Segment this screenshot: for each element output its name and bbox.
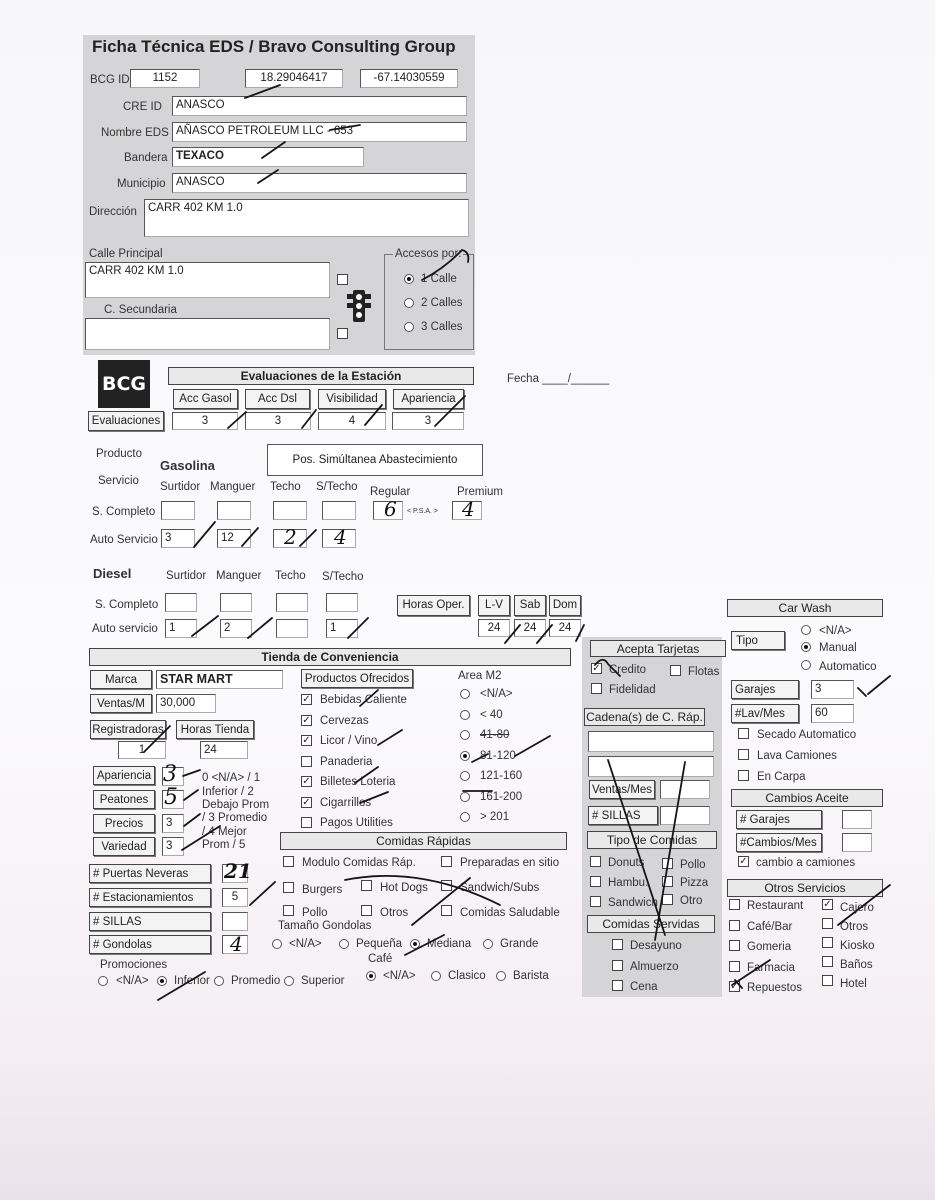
flotas-label: Flotas xyxy=(688,666,720,678)
otros-right-checkbox-3[interactable] xyxy=(822,956,833,967)
producto-label-6: Pagos Utilities xyxy=(320,817,393,829)
accesos-option-3: 3 Calles xyxy=(421,321,463,333)
producto-checkbox-5[interactable]: ✓ xyxy=(302,796,311,808)
servida-checkbox-1[interactable] xyxy=(612,960,623,971)
horas-tienda-field[interactable]: 24 xyxy=(200,741,248,759)
otros-left-checkbox-0[interactable] xyxy=(729,899,740,910)
otros-right-checkbox-4[interactable] xyxy=(822,975,833,986)
fecha-label: Fecha ____/______ xyxy=(507,373,610,385)
regular-label: Regular xyxy=(370,486,411,498)
promo-radio-promedio[interactable] xyxy=(214,976,224,986)
tipo-comida-checkbox-0[interactable] xyxy=(590,856,601,867)
acc-gasol-button[interactable]: Acc Gasol xyxy=(173,389,238,409)
horas-lv-value[interactable]: 24 xyxy=(478,619,510,637)
bandera-label: Bandera xyxy=(124,152,168,164)
area-option-6: > 201 xyxy=(480,811,510,823)
acc-dsl-value[interactable]: 3 xyxy=(245,412,311,430)
tamano-radio-0[interactable] xyxy=(272,939,282,949)
bcg-id-field[interactable]: 1152 xyxy=(130,69,200,88)
dsl-col-manguer: Manguer xyxy=(216,570,262,582)
variedad-field[interactable]: 3 xyxy=(162,837,184,856)
tipo-comida-label-1: Pollo xyxy=(680,859,706,871)
garajes-field[interactable]: 3 xyxy=(811,680,854,699)
producto-label-1: Cervezas xyxy=(320,714,369,727)
horas-tienda-button[interactable]: Horas Tienda xyxy=(176,720,254,739)
tamano-radio-3[interactable] xyxy=(483,939,493,949)
dsl-col-stecho: S/Techo xyxy=(322,571,364,583)
otros-left-label-0: Restaurant xyxy=(747,900,804,912)
tipo-comida-label-2: Hambu. xyxy=(608,877,649,889)
area-radio-3[interactable] xyxy=(460,751,470,761)
producto-label-4: Billetes Loteria xyxy=(320,776,396,788)
cafe-option-2: Barista xyxy=(513,970,549,982)
estac-button[interactable]: # Estacionamientos xyxy=(89,888,211,907)
tipo-comida-label-3: Pizza xyxy=(680,877,709,889)
otros-left-checkbox-1[interactable] xyxy=(729,920,740,931)
gas-col-stecho: S/Techo xyxy=(316,481,358,493)
accesos-radio-1[interactable] xyxy=(404,274,414,284)
cafe-option-0: <N/A> xyxy=(383,970,416,982)
gas-techo-handwritten: 2 xyxy=(284,525,297,549)
horas-oper-button[interactable]: Horas Oper. xyxy=(397,595,470,616)
calle-principal-checkbox[interactable] xyxy=(337,274,348,285)
regular-value-handwritten: 6 xyxy=(384,497,397,521)
producto-checkbox-4[interactable]: ✓ xyxy=(302,776,311,787)
diesel-title: Diesel xyxy=(93,566,132,581)
carwash-radio-na[interactable] xyxy=(801,625,811,635)
promo-radio-superior[interactable] xyxy=(284,976,294,986)
cre-id-label: CRE ID xyxy=(123,101,162,113)
area-option-1: < 40 xyxy=(480,708,503,721)
producto-checkbox-2[interactable]: ✓ xyxy=(302,735,311,746)
area-radio-6[interactable] xyxy=(460,812,470,822)
promo-promedio: Promedio xyxy=(231,975,281,987)
gas-as-manguer[interactable]: 12 xyxy=(217,529,251,548)
bandera-field[interactable]: TEXACO xyxy=(172,147,364,167)
gas-col-techo: Techo xyxy=(270,481,301,493)
area-label: Area M2 xyxy=(458,670,502,682)
credito-checkbox[interactable]: ✓ xyxy=(592,663,601,674)
calle-principal-field[interactable]: CARR 402 KM 1.0 xyxy=(85,262,330,298)
producto-label-5: Cigarrillos xyxy=(320,796,372,809)
premium-label: Premium xyxy=(457,486,504,498)
cambio-camiones-checkbox[interactable]: ✓ xyxy=(739,856,748,867)
otros-left-checkbox-4[interactable]: ✓ xyxy=(730,981,739,992)
peatones-handwritten: 5 xyxy=(164,785,178,810)
gas-sc-stecho[interactable] xyxy=(322,501,356,520)
area-option-3: 81-120 xyxy=(480,749,516,762)
gas-as-surtidor[interactable]: 3 xyxy=(161,529,195,548)
carwash-option-checkbox-1[interactable] xyxy=(738,749,749,760)
otros-right-label-3: Baños xyxy=(840,959,873,971)
servida-label-2: Cena xyxy=(630,981,658,993)
tipo-comida-checkbox-2[interactable] xyxy=(590,876,601,887)
puertas-handwritten: 21 xyxy=(224,859,252,883)
accesos-radio-2[interactable] xyxy=(404,298,414,308)
accesos-option-2: 2 Calles xyxy=(421,297,463,309)
bcg-logo xyxy=(98,360,150,408)
carwash-na: <N/A> xyxy=(819,625,852,637)
area-option-0: <N/A> xyxy=(480,688,513,700)
dsl-sc-manguer[interactable] xyxy=(220,593,252,612)
credito-label: Credito xyxy=(609,664,647,676)
otros-right-checkbox-2[interactable] xyxy=(822,937,833,948)
comida-checkbox-0[interactable] xyxy=(283,856,294,867)
tarjetas-header: Acepta Tarjetas xyxy=(590,640,726,657)
gas-sc-surtidor[interactable] xyxy=(161,501,195,520)
flotas-checkbox[interactable] xyxy=(670,665,681,676)
otros-right-label-0: Cajero xyxy=(840,902,874,914)
cadenas-header: Cadena(s) de C. Ráp. xyxy=(584,708,705,726)
comida-checkbox-1[interactable] xyxy=(441,856,452,867)
horas-dom-button[interactable]: Dom xyxy=(549,595,581,616)
productos-header: Productos Ofrecidos xyxy=(301,669,413,688)
scale-3: / 3 Promedio xyxy=(202,812,268,824)
carwash-tipo-button[interactable]: Tipo xyxy=(731,631,785,650)
cadena-field-2[interactable] xyxy=(588,756,714,777)
promo-na: <N/A> xyxy=(116,975,149,987)
comida-label-1: Preparadas en sitio xyxy=(460,857,560,869)
apariencia-tienda-button[interactable]: Apariencia xyxy=(93,766,155,785)
otros-right-checkbox-1[interactable] xyxy=(822,918,833,929)
horas-lv-button[interactable]: L-V xyxy=(478,595,510,616)
tamano-radio-2[interactable] xyxy=(410,939,420,949)
nombre-label: Nombre EDS xyxy=(101,127,169,139)
promo-radio-na[interactable] xyxy=(98,976,108,986)
comida-label-2: Burgers xyxy=(302,884,343,896)
evaluaciones-button[interactable]: Evaluaciones xyxy=(88,411,164,431)
cambios-garajes-field[interactable] xyxy=(842,810,872,829)
psa-label: < P.S.A. > xyxy=(407,508,439,515)
producto-label-3: Panaderia xyxy=(320,755,373,768)
bcg-logo-text: BCG xyxy=(101,373,147,395)
cambios-mes-field[interactable] xyxy=(842,833,872,852)
producto-label-2: Licor / Vino xyxy=(320,735,378,747)
cafe-radio-1[interactable] xyxy=(431,971,441,981)
servida-checkbox-2[interactable] xyxy=(612,980,623,991)
area-radio-1[interactable] xyxy=(460,710,470,720)
comidas-servidas-header: Comidas Servidas xyxy=(587,915,715,933)
estac-field[interactable]: 5 xyxy=(222,888,248,907)
dsl-sc-stecho[interactable] xyxy=(326,593,358,612)
tamano-option-3: Grande xyxy=(500,938,539,950)
sillas-crap-field[interactable] xyxy=(660,806,710,825)
tamano-option-1: Pequeña xyxy=(356,938,403,950)
gas-col-manguer: Manguer xyxy=(210,481,256,493)
otros-left-checkbox-3[interactable] xyxy=(729,961,740,972)
lav-mes-button[interactable]: #Lav/Mes xyxy=(731,704,799,723)
tamano-option-2: Mediana xyxy=(427,938,472,950)
otros-left-label-2: Gomeria xyxy=(747,941,792,953)
comida-checkbox-3[interactable] xyxy=(361,880,372,891)
carwash-manual: Manual xyxy=(819,642,857,654)
premium-value-handwritten: 4 xyxy=(462,497,475,521)
area-option-4: 121-160 xyxy=(480,770,523,782)
otros-right-label-4: Hotel xyxy=(840,978,867,990)
servicio-label: Servicio xyxy=(98,475,139,487)
dsl-s-completo-label: S. Completo xyxy=(95,599,159,611)
servida-label-1: Almuerzo xyxy=(630,960,679,973)
apariencia-button[interactable]: Apariencia xyxy=(393,389,464,409)
fidelidad-checkbox[interactable] xyxy=(591,683,602,694)
gas-auto-label: Auto Servicio xyxy=(90,534,158,546)
tipo-comida-checkbox-5[interactable] xyxy=(662,894,673,905)
promo-radio-inferior[interactable] xyxy=(157,976,167,986)
carwash-option-label-1: Lava Camiones xyxy=(757,750,837,762)
comida-label-3: Hot Dogs xyxy=(380,882,428,894)
scale-2: Debajo Prom xyxy=(202,799,270,811)
producto-label-0: Bebidas Caliente xyxy=(320,694,407,706)
gas-col-surtidor: Surtidor xyxy=(160,481,201,493)
gas-stecho-handwritten: 4 xyxy=(334,525,347,549)
visibilidad-button[interactable]: Visibilidad xyxy=(318,389,386,409)
comida-checkbox-6[interactable] xyxy=(361,905,372,916)
carwash-option-checkbox-0[interactable] xyxy=(738,728,749,739)
registradoras-field[interactable]: 1 xyxy=(118,741,166,759)
nombre-field[interactable]: AÑASCO PETROLEUM LLC - 653 xyxy=(172,122,467,142)
sillas-tienda-button[interactable]: # SILLAS xyxy=(89,912,211,931)
visibilidad-value[interactable]: 4 xyxy=(318,412,386,430)
area-option-2: 41-80 xyxy=(480,729,510,741)
ventas-button[interactable]: Ventas/M xyxy=(90,694,152,713)
otros-left-label-1: Café/Bar xyxy=(747,920,793,933)
acc-gasol-value[interactable]: 3 xyxy=(172,412,238,430)
cambios-aceite-header: Cambios Aceite xyxy=(731,789,883,807)
comida-label-5: Pollo xyxy=(302,907,328,919)
gasolina-title: Gasolina xyxy=(160,458,215,473)
tipo-comida-checkbox-3[interactable] xyxy=(662,876,673,887)
garajes-button[interactable]: Garajes xyxy=(731,680,799,699)
dsl-sc-techo[interactable] xyxy=(276,593,308,612)
tipo-comida-checkbox-1[interactable] xyxy=(662,858,673,869)
otros-left-label-4: Repuestos xyxy=(747,982,802,994)
peatones-button[interactable]: Peatones xyxy=(93,790,155,809)
comidas-rapidas-header: Comidas Rápidas xyxy=(280,832,567,850)
comida-checkbox-5[interactable] xyxy=(283,905,294,916)
latitude-field[interactable]: 18.29046417 xyxy=(245,69,343,88)
carwash-radio-auto[interactable] xyxy=(801,660,811,670)
producto-checkbox-1[interactable]: ✓ xyxy=(302,714,311,726)
calle-secundaria-label: C. Secundaria xyxy=(104,304,177,316)
sillas-crap-button[interactable]: # SILLAS xyxy=(588,806,658,825)
dsl-sc-surtidor[interactable] xyxy=(165,593,197,612)
calle-principal-label: Calle Principal xyxy=(89,248,163,260)
area-radio-5[interactable] xyxy=(460,792,470,802)
cambio-camiones-label: cambio a camiones xyxy=(756,857,856,869)
precios-button[interactable]: Precios xyxy=(93,814,155,833)
otros-servicios-header: Otros Servicios xyxy=(727,879,883,897)
cambios-mes-button[interactable]: #Cambios/Mes xyxy=(736,833,822,852)
area-radio-2[interactable] xyxy=(460,730,470,740)
scale-0: 0 <N/A> / 1 xyxy=(202,772,261,784)
producto-label: Producto xyxy=(96,448,143,460)
cafe-radio-2[interactable] xyxy=(496,971,506,981)
horas-sab-value[interactable]: 24 xyxy=(514,619,546,637)
carwash-header: Car Wash xyxy=(727,599,883,617)
area-radio-4[interactable] xyxy=(460,771,470,781)
bcg-id-label: BCG ID xyxy=(90,74,130,86)
area-radio-0[interactable] xyxy=(460,689,470,699)
tamano-radio-1[interactable] xyxy=(339,939,349,949)
horas-dom-value[interactable]: 24 xyxy=(549,619,581,637)
scale-4: / 4 Mejor xyxy=(202,826,247,838)
lav-mes-field[interactable]: 60 xyxy=(811,704,854,723)
otros-left-checkbox-2[interactable] xyxy=(729,940,740,951)
tamano-option-0: <N/A> xyxy=(289,938,322,950)
ventas-mes-button[interactable]: Ventas/Mes xyxy=(589,780,655,799)
comida-label-6: Otros xyxy=(380,907,409,919)
cafe-label: Café xyxy=(368,953,393,965)
dsl-col-techo: Techo xyxy=(275,570,306,582)
form-title: Ficha Técnica EDS / Bravo Consulting Group xyxy=(92,37,456,56)
registradoras-button[interactable]: Registradoras xyxy=(90,720,166,739)
direccion-label: Dirección xyxy=(89,206,137,218)
cre-id-field[interactable]: ANASCO xyxy=(172,96,467,116)
comida-checkbox-4[interactable] xyxy=(441,880,452,891)
variedad-button[interactable]: Variedad xyxy=(93,837,155,856)
carwash-option-label-0: Secado Automatico xyxy=(757,729,857,741)
otros-right-checkbox-0[interactable]: ✓ xyxy=(823,899,832,910)
promo-superior: Superior xyxy=(301,975,345,987)
comida-checkbox-2[interactable] xyxy=(283,882,294,893)
dsl-as-manguer[interactable]: 2 xyxy=(220,619,252,638)
cambios-garajes-button[interactable]: # Garajes xyxy=(736,810,822,829)
accesos-option-1: 1 Calle xyxy=(421,273,457,285)
dsl-col-surtidor: Surtidor xyxy=(166,570,207,582)
horas-sab-button[interactable]: Sab xyxy=(514,595,546,616)
gas-sc-techo[interactable] xyxy=(273,501,307,520)
dsl-as-stecho[interactable]: 1 xyxy=(326,619,358,638)
calle-secundaria-field[interactable] xyxy=(85,318,330,350)
carwash-option-checkbox-2[interactable] xyxy=(738,770,749,781)
carwash-radio-manual[interactable] xyxy=(801,642,811,652)
tipo-comidas-header: Tipo de Comidas xyxy=(587,831,717,849)
promo-inferior: Inferior xyxy=(174,975,210,987)
acc-dsl-button[interactable]: Acc Dsl xyxy=(245,389,310,409)
gondolas-button[interactable]: # Gondolas xyxy=(89,935,211,954)
comida-label-0: Modulo Comidas Ráp. xyxy=(302,857,416,869)
longitude-field[interactable]: -67.14030559 xyxy=(360,69,458,88)
precios-field[interactable]: 3 xyxy=(162,814,184,833)
carwash-auto: Automatico xyxy=(819,661,877,673)
comida-label-4: Sandwich/Subs xyxy=(460,882,540,894)
comida-label-7: Comidas Saludable xyxy=(460,907,560,919)
tipo-comida-label-4: Sandwich xyxy=(608,897,658,909)
otros-right-label-2: Kiosko xyxy=(840,940,875,952)
servida-label-0: Desayuno xyxy=(630,940,682,952)
carwash-option-label-2: En Carpa xyxy=(757,771,806,783)
producto-checkbox-3[interactable] xyxy=(301,756,312,767)
gas-s-completo-label: S. Completo xyxy=(92,506,156,518)
apariencia-tienda-handwritten: 3 xyxy=(163,762,177,787)
comida-checkbox-7[interactable] xyxy=(441,905,452,916)
tipo-comida-label-5: Otro xyxy=(680,895,703,907)
direccion-field[interactable]: CARR 402 KM 1.0 xyxy=(144,199,469,237)
ventas-mes-field[interactable] xyxy=(660,780,710,799)
cadena-field-1[interactable] xyxy=(588,731,714,752)
gas-sc-manguer[interactable] xyxy=(217,501,251,520)
scale-1: Inferior / 2 xyxy=(202,786,254,798)
apariencia-value[interactable]: 3 xyxy=(392,412,464,430)
evaluaciones-title: Evaluaciones de la Estación xyxy=(168,367,474,385)
accesos-label: Accesos por: xyxy=(395,248,462,260)
scale-5: Prom / 5 xyxy=(202,839,246,851)
fidelidad-label: Fidelidad xyxy=(609,684,656,696)
cafe-option-1: Clasico xyxy=(448,970,486,982)
tienda-title: Tienda de Conveniencia xyxy=(89,648,571,666)
area-option-5: 161-200 xyxy=(480,790,523,803)
marca-field[interactable]: STAR MART xyxy=(156,670,283,689)
sillas-tienda-field[interactable] xyxy=(222,912,248,931)
ventas-field[interactable]: 30,000 xyxy=(156,694,216,713)
traffic-light-icon xyxy=(346,288,372,324)
tipo-comida-label-0: Donuts xyxy=(608,857,645,869)
pos-simultanea-box: Pos. Simúltanea Abastecimiento xyxy=(267,444,483,476)
otros-left-label-3: Farmacia xyxy=(747,961,795,974)
dsl-as-techo[interactable] xyxy=(276,619,308,638)
municipio-field[interactable]: ANASCO xyxy=(172,173,467,193)
otros-right-label-1: Otros xyxy=(840,921,869,933)
gondolas-handwritten: 4 xyxy=(230,932,243,956)
servida-checkbox-0[interactable] xyxy=(612,939,623,950)
promociones-label: Promociones xyxy=(100,959,168,971)
dsl-auto-label: Auto servicio xyxy=(92,623,158,635)
puertas-button[interactable]: # Puertas Neveras xyxy=(89,864,211,883)
producto-checkbox-0[interactable]: ✓ xyxy=(302,694,311,705)
tamano-label: Tamaño Gondolas xyxy=(278,920,372,932)
cafe-radio-0[interactable] xyxy=(366,971,376,981)
municipio-label: Municipio xyxy=(117,178,166,190)
marca-button[interactable]: Marca xyxy=(90,670,152,689)
accesos-radio-3[interactable] xyxy=(404,322,414,332)
producto-checkbox-6[interactable] xyxy=(301,817,312,828)
dsl-as-surtidor[interactable]: 1 xyxy=(165,619,197,638)
calle-secundaria-checkbox[interactable] xyxy=(337,328,348,339)
tipo-comida-checkbox-4[interactable] xyxy=(590,896,601,907)
